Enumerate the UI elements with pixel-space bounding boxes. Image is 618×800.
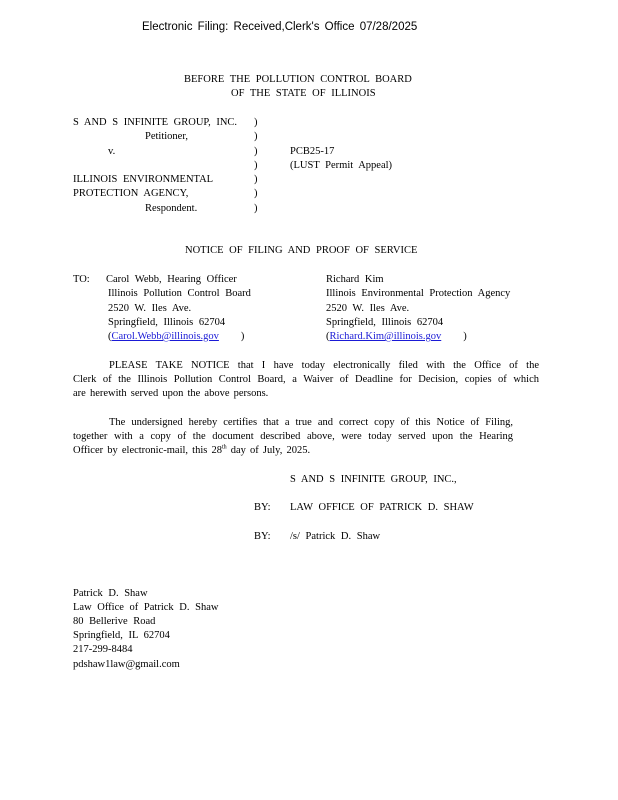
certification-date-prefix: Officer by electronic-mail, this 28 <box>73 445 222 457</box>
respondent-name-line1: ILLINOIS ENVIRONMENTAL <box>73 174 214 185</box>
recipient-city: Springfield, Illinois 62704 <box>108 317 226 328</box>
paren-close: ) <box>463 331 467 342</box>
filing-stamp: Electronic Filing: Received,Clerk's Office 07/28/2025 <box>142 21 418 33</box>
caption-paren: ) <box>254 160 258 171</box>
versus-label: v. <box>108 146 116 157</box>
certification-date-suffix: day of July, 2025. <box>226 445 311 457</box>
recipient-email-line <box>326 330 467 343</box>
paragraph-line: together with a copy of the document described above, were today served upon the Hearing <box>73 431 513 443</box>
attorney-phone: 217-299-8484 <box>73 644 133 655</box>
notice-paragraph <box>73 359 539 402</box>
petitioner-name: S AND S INFINITE GROUP, INC. <box>73 117 238 128</box>
respondent-name-line2: PROTECTION AGENCY, <box>73 188 189 199</box>
respondent-role: Respondent. <box>145 203 198 214</box>
recipient-org: Illinois Pollution Control Board <box>108 288 251 299</box>
recipient-name: Carol Webb, Hearing Officer <box>106 274 237 285</box>
caption-paren: ) <box>254 146 258 157</box>
by-label: BY: <box>254 502 271 513</box>
paragraph-line: PLEASE TAKE NOTICE that I have today electronically filed with the Office of the <box>109 360 539 371</box>
ordinal-suffix: th <box>221 444 227 451</box>
signing-party: S AND S INFINITE GROUP, INC., <box>290 474 457 485</box>
attorney-firm: Law Office of Patrick D. Shaw <box>73 602 219 613</box>
document-title: NOTICE OF FILING AND PROOF OF SERVICE <box>185 245 418 256</box>
case-number: PCB25-17 <box>290 146 335 157</box>
paragraph-line: are herewith served upon the above persons. <box>73 388 269 400</box>
caption-paren: ) <box>254 203 258 214</box>
email-link[interactable]: Richard.Kim@illinois.gov <box>329 331 442 342</box>
caption-paren: ) <box>254 174 258 185</box>
email-link[interactable]: Carol.Webb@illinois.gov <box>111 331 219 342</box>
certification-paragraph <box>73 416 513 459</box>
attorney-email[interactable]: pdshaw1law@gmail.com <box>73 659 180 670</box>
paragraph-line <box>73 444 513 458</box>
electronic-signature: /s/ Patrick D. Shaw <box>290 531 381 542</box>
recipient-name: Richard Kim <box>326 274 384 285</box>
recipient-email-line <box>108 330 244 343</box>
caption-paren: ) <box>254 117 258 128</box>
petitioner-role: Petitioner, <box>145 131 189 142</box>
caption-paren: ) <box>254 188 258 199</box>
to-label: TO: <box>73 274 90 285</box>
recipient-org: Illinois Environmental Protection Agency <box>326 288 511 299</box>
recipient-street: 2520 W. Iles Ave. <box>108 303 192 314</box>
court-heading-line2: OF THE STATE OF ILLINOIS <box>231 88 376 99</box>
paragraph-line: The undersigned hereby certifies that a true and correct copy of this Notice of Filing, <box>109 417 513 428</box>
court-heading-line1: BEFORE THE POLLUTION CONTROL BOARD <box>184 74 412 85</box>
attorney-city: Springfield, IL 62704 <box>73 630 170 641</box>
attorney-name: Patrick D. Shaw <box>73 588 148 599</box>
paren-open: ( <box>326 331 330 342</box>
by-label: BY: <box>254 531 271 542</box>
recipient-street: 2520 W. Iles Ave. <box>326 303 410 314</box>
paren-open: ( <box>108 331 112 342</box>
case-type: (LUST Permit Appeal) <box>290 160 393 171</box>
caption-paren: ) <box>254 131 258 142</box>
attorney-street: 80 Bellerive Road <box>73 616 156 627</box>
paragraph-line: Clerk of the Illinois Pollution Control Board, a Waiver of Deadline for Decision, copies of which <box>73 374 539 386</box>
recipient-city: Springfield, Illinois 62704 <box>326 317 444 328</box>
law-firm: LAW OFFICE OF PATRICK D. SHAW <box>290 502 474 513</box>
paren-close: ) <box>240 331 245 342</box>
